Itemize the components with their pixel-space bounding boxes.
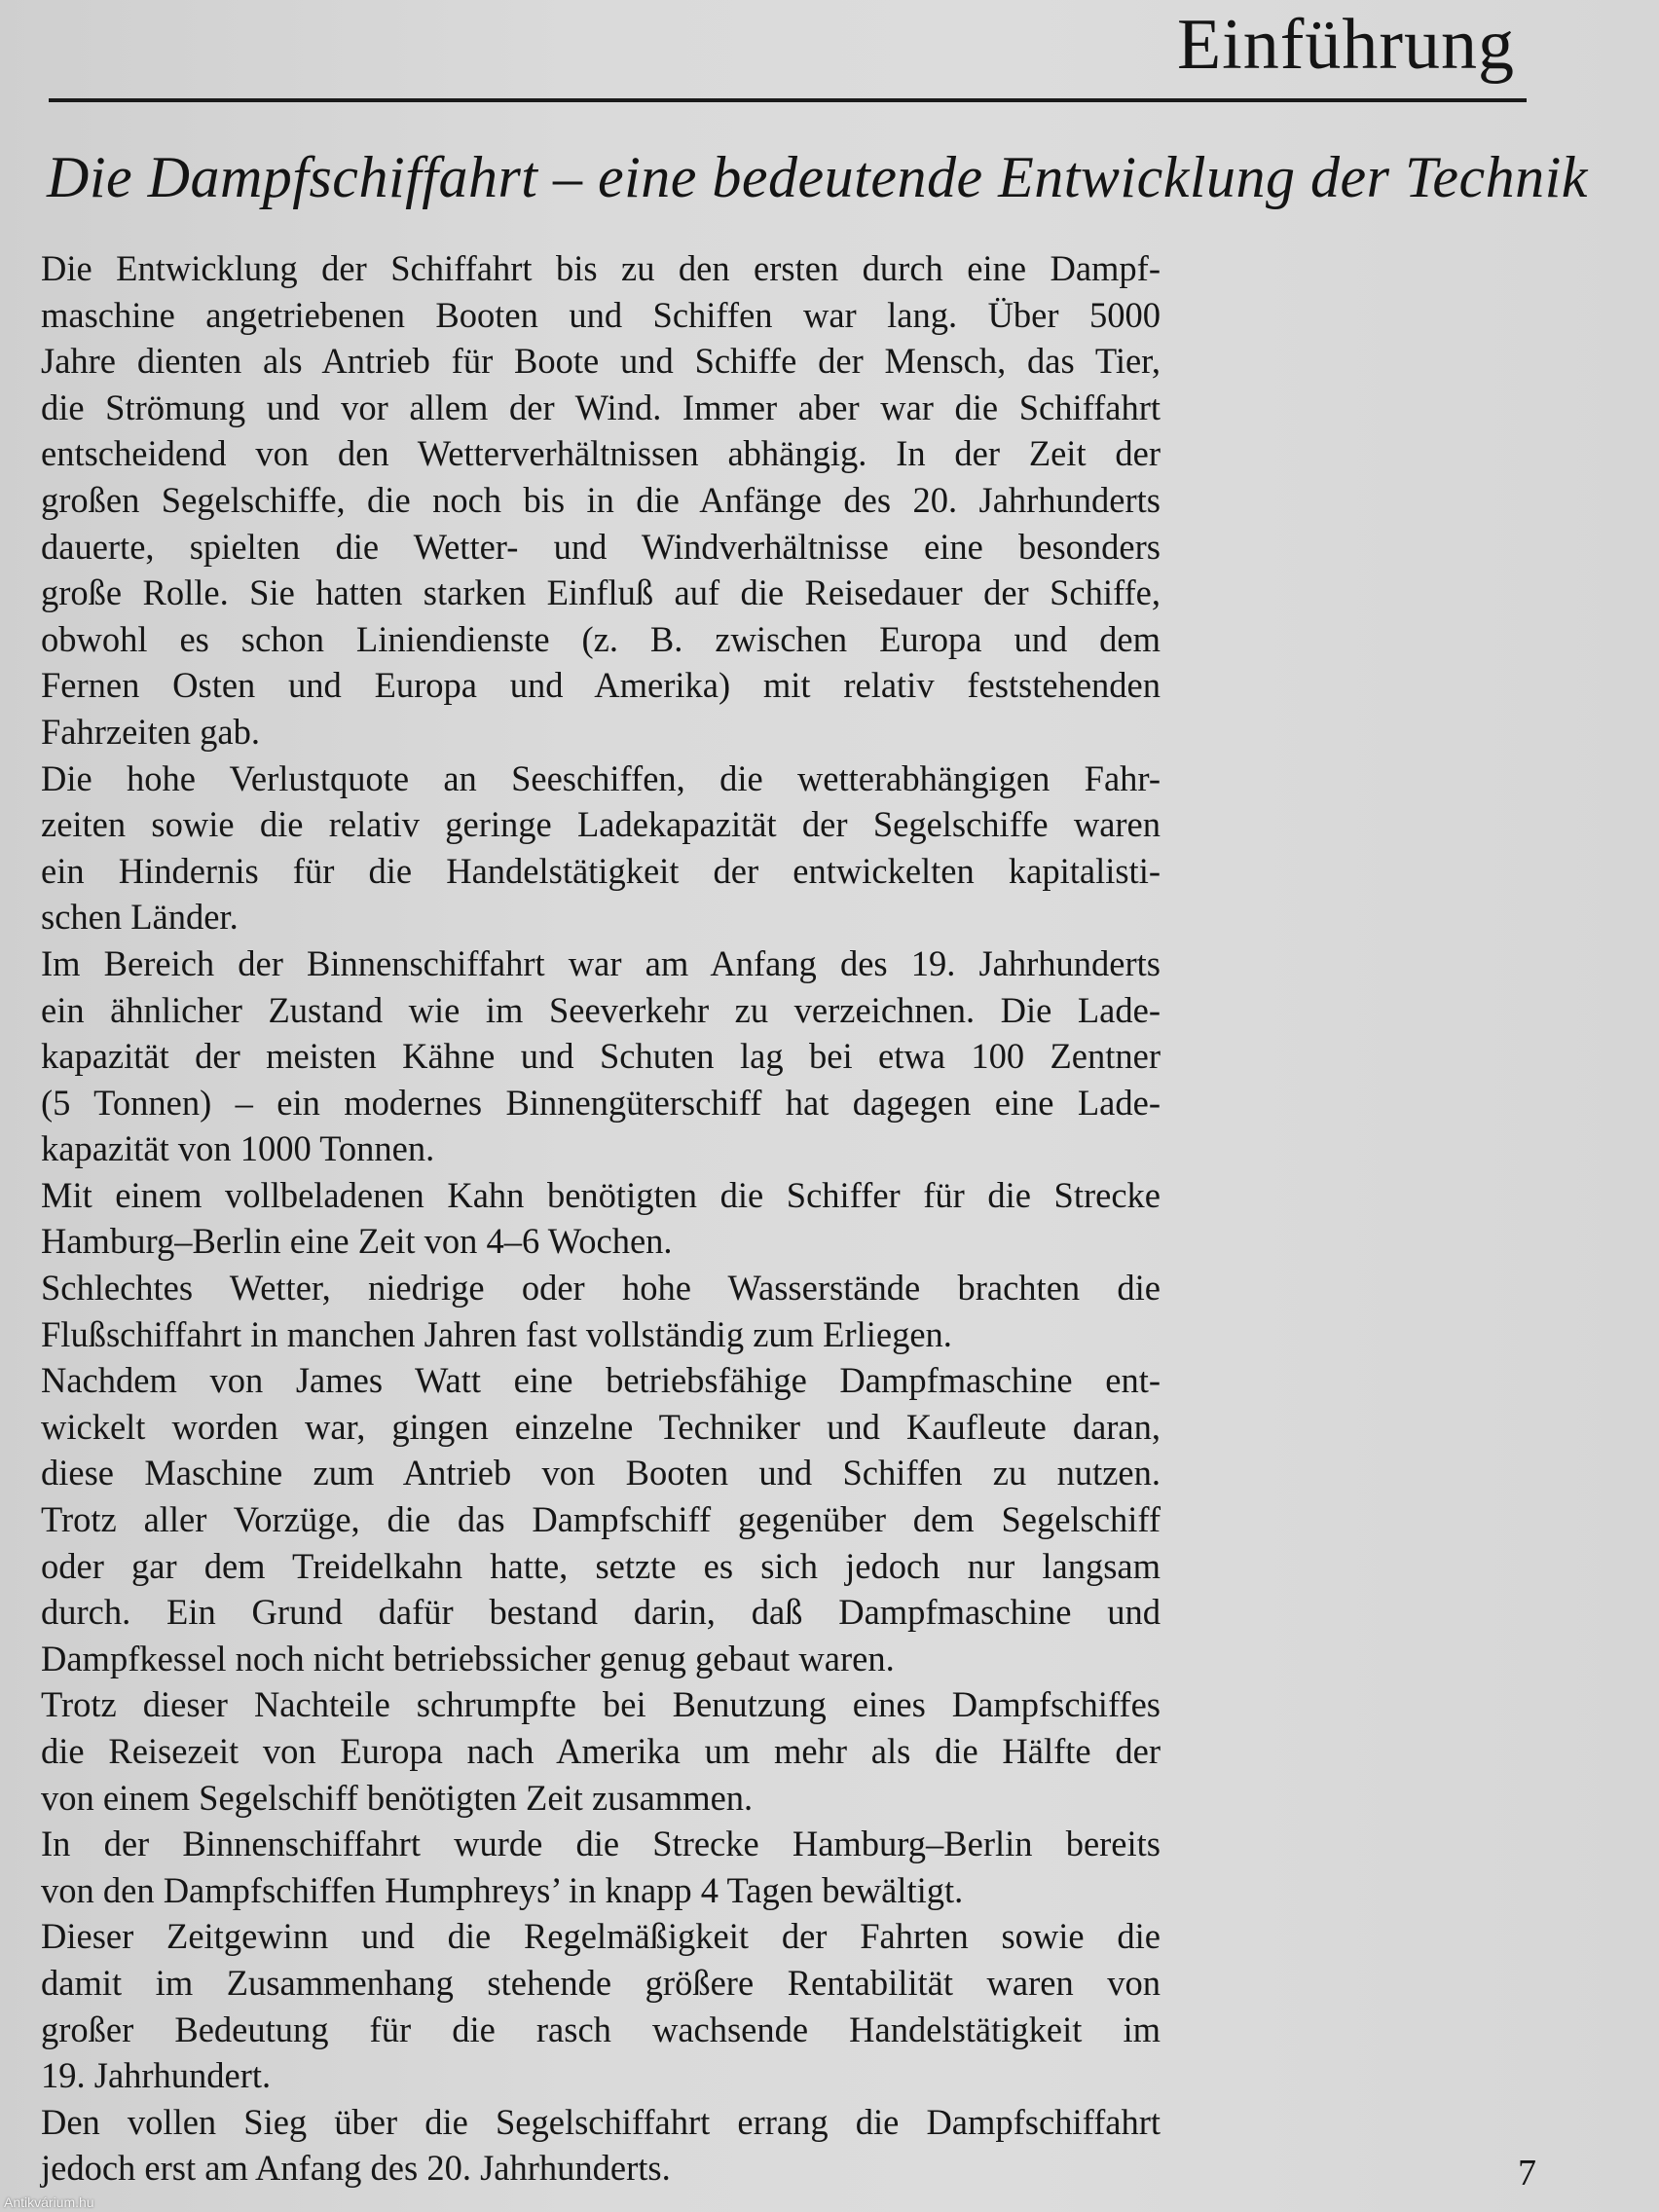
- text-line: damit im Zusammenhang stehende größere Rentabilität waren von: [41, 1962, 1161, 2003]
- text-line: Fernen Osten und Europa und Amerika) mit relativ feststehenden: [41, 665, 1161, 706]
- text-line: von den Dampfschiffen Humphreys’ in knapp 4 Tagen bewältigt.: [41, 1869, 964, 1910]
- header-rule: [49, 98, 1527, 102]
- text-line: die Strömung und vor allem der Wind. Immer aber war die Schiffahrt: [41, 387, 1161, 427]
- text-line: zeiten sowie die relativ geringe Ladekapazität der Segelschiffe waren: [41, 804, 1161, 845]
- text-line: durch. Ein Grund dafür bestand darin, daß Dampfmaschine und: [41, 1592, 1161, 1633]
- text-line: obwohl es schon Liniendienste (z. B. zwischen Europa und dem: [41, 618, 1161, 659]
- text-line: Nachdem von James Watt eine betriebsfähige Dampfmaschine ent-: [41, 1360, 1161, 1401]
- text-line: schen Länder.: [41, 897, 239, 938]
- text-line: Mit einem vollbeladenen Kahn benötigten die Schiffer für die Strecke: [41, 1174, 1161, 1215]
- text-line: diese Maschine zum Antrieb von Booten und Schiffen zu nutzen.: [41, 1453, 1161, 1493]
- page-number: 7: [1518, 2153, 1536, 2194]
- watermark: Antikvárium.hu: [4, 2194, 94, 2210]
- text-line: von einem Segelschiff benötigten Zeit zusammen.: [41, 1777, 754, 1818]
- text-line: wickelt worden war, gingen einzelne Techniker und Kaufleute daran,: [41, 1406, 1161, 1447]
- text-line: Den vollen Sieg über die Segelschiffahrt errang die Dampfschiffahrt: [41, 2101, 1161, 2142]
- text-line: Schlechtes Wetter, niedrige oder hohe Wasserstände brachten die: [41, 1268, 1161, 1309]
- text-line: entscheidend von den Wetterverhältnissen abhängig. In der Zeit der: [41, 433, 1161, 474]
- text-line: die Reisezeit von Europa nach Amerika um mehr als die Hälfte der: [41, 1731, 1161, 1771]
- text-line: maschine angetriebenen Booten und Schiffen war lang. Über 5000: [41, 294, 1161, 335]
- text-line: dauerte, spielten die Wetter- und Windverhältnisse eine besonders: [41, 526, 1161, 567]
- text-line: kapazität von 1000 Tonnen.: [41, 1128, 435, 1169]
- text-line: Trotz aller Vorzüge, die das Dampfschiff gegenüber dem Segelschiff: [41, 1499, 1161, 1540]
- chapter-subtitle: Die Dampfschiffahrt – eine bedeutende Entwicklung der Technik: [47, 145, 1588, 209]
- text-line: großen Segelschiffe, die noch bis in die Anfänge des 20. Jahrhunderts: [41, 479, 1161, 520]
- body-text: [41, 245, 1161, 2192]
- text-line: (5 Tonnen) – ein modernes Binnengüterschiff hat dagegen eine Lade-: [41, 1082, 1161, 1123]
- text-line: In der Binnenschiffahrt wurde die Strecke Hamburg–Berlin bereits: [41, 1824, 1161, 1864]
- text-line: Dampfkessel noch nicht betriebssicher genug gebaut waren.: [41, 1638, 895, 1678]
- section-title: Einführung: [1176, 5, 1515, 85]
- text-line: oder gar dem Treidelkahn hatte, setzte es sich jedoch nur langsam: [41, 1545, 1161, 1586]
- text-line: ein Hindernis für die Handelstätigkeit der entwickelten kapitalisti-: [41, 850, 1161, 891]
- text-line: 19. Jahrhundert.: [41, 2055, 272, 2096]
- text-line: Fahrzeiten gab.: [41, 711, 260, 752]
- text-line: Trotz dieser Nachteile schrumpfte bei Benutzung eines Dampfschiffes: [41, 1684, 1161, 1725]
- text-line: großer Bedeutung für die rasch wachsende Handelstätigkeit im: [41, 2009, 1161, 2049]
- text-line: jedoch erst am Anfang des 20. Jahrhunderts.: [41, 2148, 671, 2189]
- text-line: kapazität der meisten Kähne und Schuten lag bei etwa 100 Zentner: [41, 1036, 1161, 1077]
- text-line: Flußschiffahrt in manchen Jahren fast vollständig zum Erliegen.: [41, 1313, 952, 1354]
- text-line: Die Entwicklung der Schiffahrt bis zu den ersten durch eine Dampf-: [41, 248, 1161, 288]
- text-line: Jahre dienten als Antrieb für Boote und Schiffe der Mensch, das Tier,: [41, 341, 1161, 382]
- text-line: Dieser Zeitgewinn und die Regelmäßigkeit der Fahrten sowie die: [41, 1916, 1161, 1957]
- text-line: ein ähnlicher Zustand wie im Seeverkehr zu verzeichnen. Die Lade-: [41, 989, 1161, 1030]
- text-line: Die hohe Verlustquote an Seeschiffen, die wetterabhängigen Fahr-: [41, 757, 1161, 798]
- text-line: große Rolle. Sie hatten starken Einfluß auf die Reisedauer der Schiffe,: [41, 572, 1161, 613]
- text-line: Hamburg–Berlin eine Zeit von 4–6 Wochen.: [41, 1221, 673, 1262]
- text-line: Im Bereich der Binnenschiffahrt war am Anfang des 19. Jahrhunderts: [41, 942, 1161, 983]
